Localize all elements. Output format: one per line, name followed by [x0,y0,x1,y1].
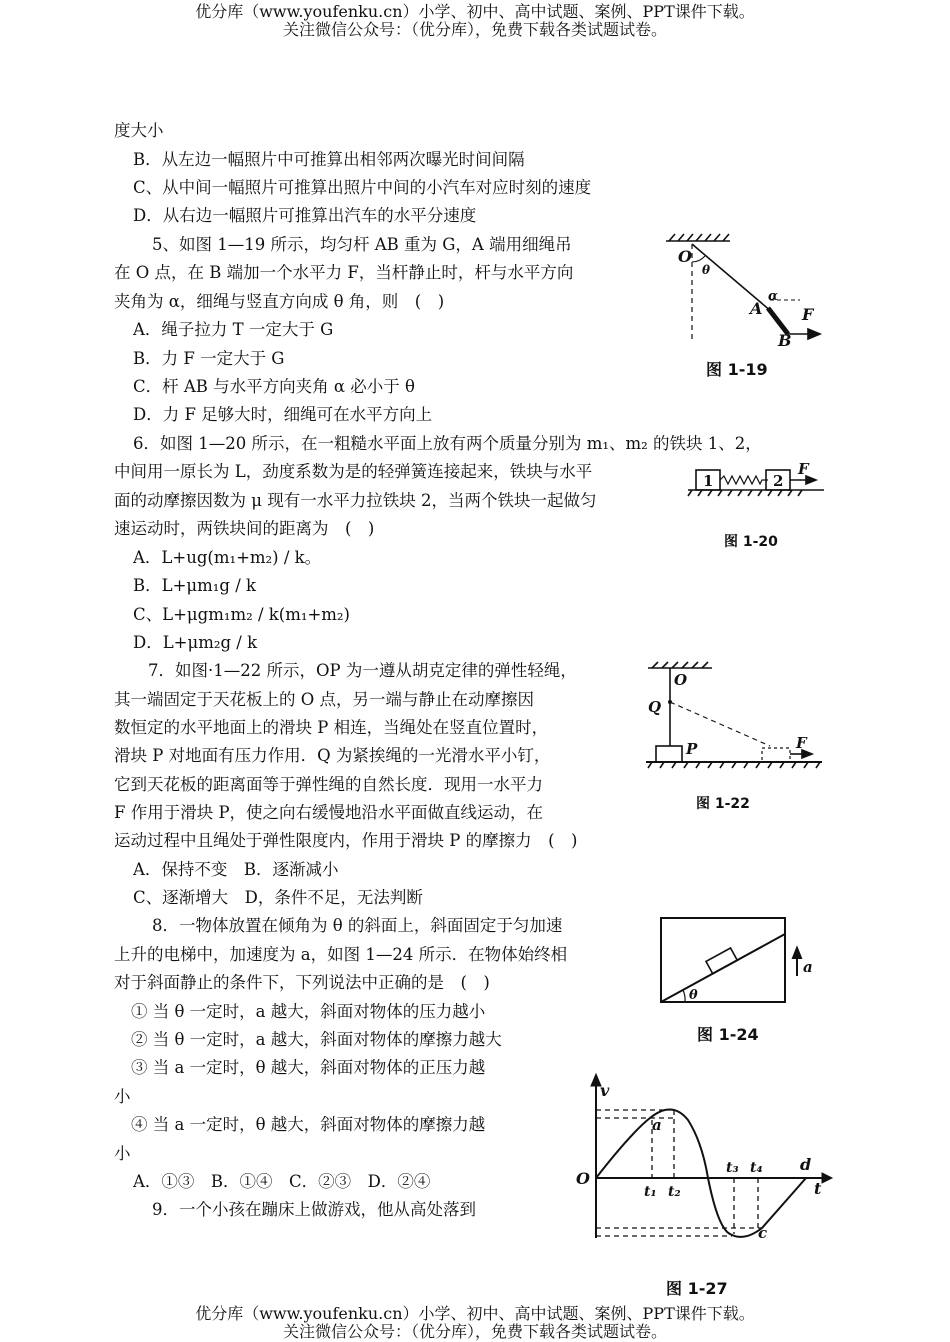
label-theta: θ [689,988,698,1003]
text-line: 7．如图·1—22 所示，OP 为一遵从胡克定律的弹性轻绳， [148,661,577,680]
text-line: C、L+μgm₁m₂ / k(m₁+m₂) [133,605,350,624]
figure-1-24 [655,912,825,1052]
text-line: ② 当 θ 一定时，a 越大，斜面对物体的摩擦力越大 [131,1030,502,1049]
text-line: 其一端固定于天花板上的 O 点，另一端与静止在动摩擦因 [114,690,535,709]
label-t1: t₁ [644,1184,657,1200]
text-line: 8．一物体放置在倾角为 θ 的斜面上，斜面固定于匀加速 [152,916,563,935]
text-line: A．①③ B．①④ C．②③ D．②④ [133,1172,431,1191]
text-line: 速运动时，两铁块间的距离为 ( ) [114,519,375,538]
label-f: F [798,460,809,478]
text-line: B．力 F 一定大于 G [133,349,285,368]
text-line: 在 O 点，在 B 端加一个水平力 F，当杆静止时，杆与水平方向 [114,263,574,282]
label-a: a [803,958,813,976]
label-t: t [814,1179,822,1198]
text-line: 中间用一原长为 L，劲度系数为是的轻弹簧连接起来，铁块与水平 [114,462,593,481]
block-p-moved [762,748,790,762]
text-line: 夹角为 α，细绳与竖直方向成 θ 角，则 ( ) [114,292,445,311]
text-line: 滑块 P 对地面有压力作用．Q 为紧挨绳的一光滑水平小钉， [114,746,551,765]
label-b: B [778,331,792,350]
figure-caption: 图 1-19 [706,360,768,379]
text-line: 5、如图 1—19 所示，均匀杆 AB 重为 G，A 端用细绳吊 [152,235,572,254]
label-o: O [674,671,688,689]
text-line: B．L+μm₁g / k [133,576,257,595]
block-p [656,746,682,762]
rope-dashed [670,702,770,746]
text-line: F 作用于滑块 P，使之向右缓慢地沿水平面做直线运动，在 [114,803,544,822]
header-line-1: 优分库（www.youfenku.cn）小学、初中、高中试题、案例、PPT课件下载。 [195,2,755,21]
label-block-1: 1 [703,472,714,490]
label-v: v [600,1081,610,1100]
figure-1-19 [660,232,850,382]
text-line: C、从中间一幅照片可推算出照片中间的小汽车对应时刻的速度 [133,178,592,197]
label-t2: t₂ [668,1184,681,1200]
text-line: C、逐渐增大 D，条件不足，无法判断 [133,888,423,907]
text-line: C．杆 AB 与水平方向夹角 α 必小于 θ [133,377,415,396]
label-t3: t₃ [726,1160,739,1176]
figure-1-22 [640,660,830,818]
text-line: 运动过程中且绳处于弹性限度内，作用于滑块 P 的摩擦力 ( ) [114,831,578,850]
label-o: O [576,1169,590,1188]
figure-caption: 图 1-27 [666,1279,728,1298]
text-line: A．L+ug(m₁+m₂) / k。 [133,548,322,567]
header-line-2: 关注微信公众号：（优分库），免费下载各类试题试卷。 [282,20,667,39]
footer-line-2: 关注微信公众号：（优分库），免费下载各类试题试卷。 [282,1322,667,1341]
text-line: B．从左边一幅照片中可推算出相邻两次曝光时间间隔 [133,150,525,169]
label-f: F [802,305,814,324]
label-block-2: 2 [773,472,784,490]
figure-1-20 [684,460,834,552]
label-d: d [800,1155,812,1174]
v-t-curve [596,1109,806,1236]
text-line: 数恒定的水平地面上的滑块 P 相连，当绳处在竖直位置时， [114,718,549,737]
text-line: A．绳子拉力 T 一定大于 G [133,320,334,339]
text-line: ① 当 θ 一定时，a 越大，斜面对物体的压力越小 [131,1002,486,1021]
text-line: D．从右边一幅照片可推算出汽车的水平分速度 [133,206,477,225]
text-line: D．L+μm₂g / k [133,633,258,652]
figure-caption: 图 1-22 [696,796,750,812]
label-alpha: α [768,289,779,304]
nail-q [668,700,672,704]
spring [720,476,768,484]
label-f: F [796,734,807,752]
label-a: A [750,299,763,318]
footer-line-1: 优分库（www.youfenku.cn）小学、初中、高中试题、案例、PPT课件下载。 [195,1304,755,1323]
text-line: 度大小 [114,121,164,140]
text-line: 9．一个小孩在蹦床上做游戏，他从高处落到 [152,1200,476,1219]
text-line: 对于斜面静止的条件下，下列说法中正确的是 ( ) [114,973,490,992]
figure-caption: 图 1-20 [724,534,778,550]
label-p: P [686,740,698,758]
label-a: a [652,1116,662,1134]
text-line: ④ 当 a 一定时，θ 越大，斜面对物体的摩擦力越 [131,1115,486,1134]
figure-caption: 图 1-24 [697,1025,759,1044]
text-line: 面的动摩擦因数为 μ 现有一水平力拉铁块 2，当两个铁块一起做匀 [114,491,597,510]
label-theta: θ [702,263,711,277]
figure-1-27 [572,1062,840,1302]
label-o: O [678,247,692,266]
label-q: Q [648,698,662,716]
text-line: A．保持不变 B．逐渐减小 [133,860,339,879]
text-line: D．力 F 足够大时，细绳可在水平方向上 [133,405,433,424]
text-line: 它到天花板的距离面等于弹性绳的自然长度．现用一水平力 [114,775,543,794]
label-t4: t₄ [750,1160,763,1176]
text-line: 上升的电梯中，加速度为 a，如图 1—24 所示．在物体始终相 [114,945,568,964]
text-line: 小 [114,1087,131,1106]
text-line: 6．如图 1—20 所示，在一粗糙水平面上放有两个质量分别为 m₁、m₂ 的铁块 1、2， [133,434,762,453]
text-line: 小 [114,1144,131,1163]
text-line: ③ 当 a 一定时，θ 越大，斜面对物体的正压力越 [131,1058,486,1077]
label-c: c [758,1224,768,1242]
elevator-box [661,918,785,1002]
